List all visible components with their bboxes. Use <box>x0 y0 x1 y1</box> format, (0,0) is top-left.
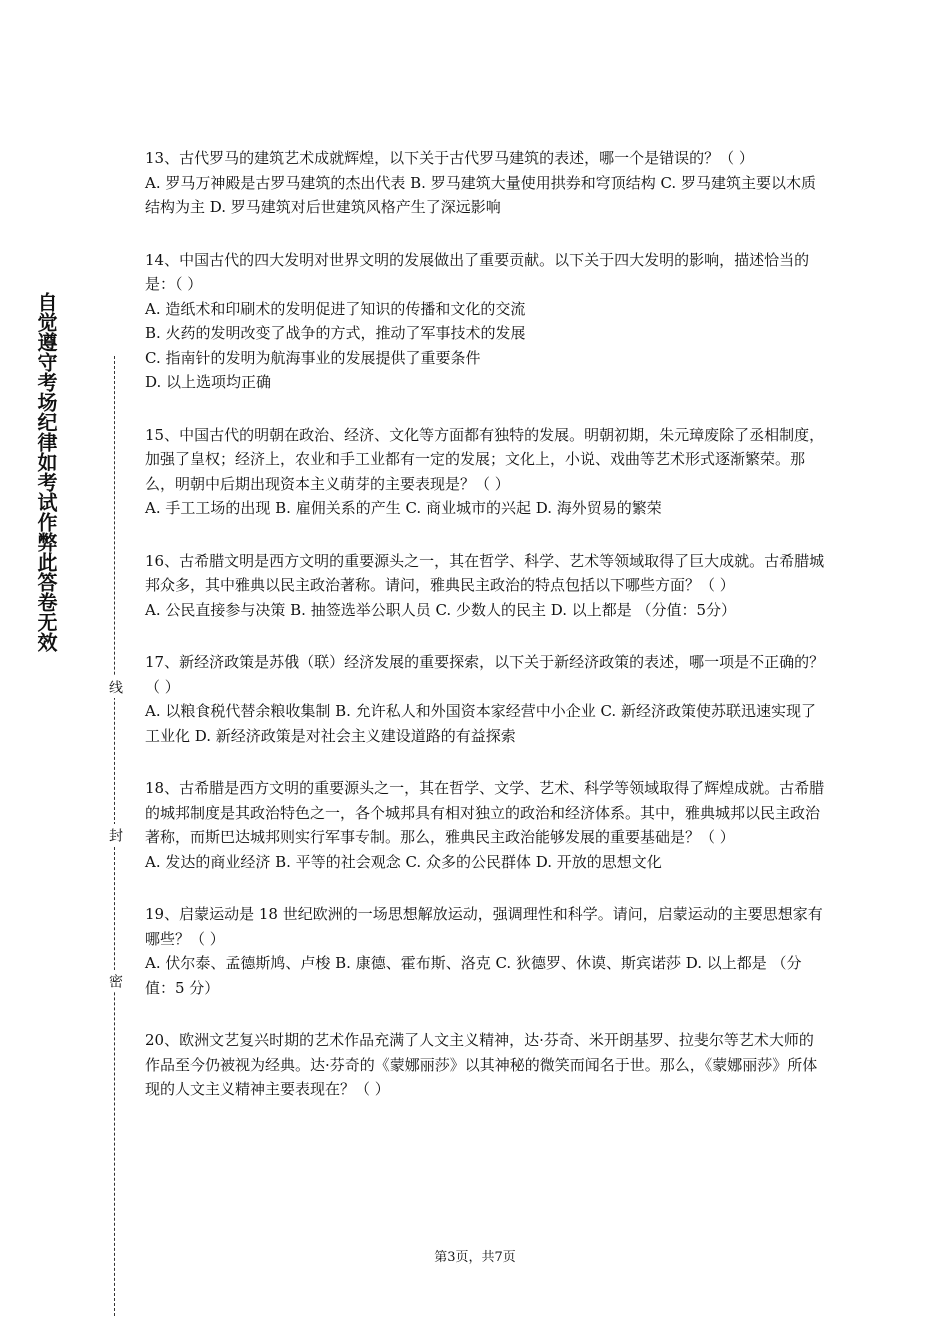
question-stem: 18、古希腊是西方文明的重要源头之一，其在哲学、文学、艺术、科学等领域取得了辉煌成就。古希腊的城邦制度是其政治特色之一，各个城邦具有相对独立的政治和经济体系。其中，雅典城邦以民主政治著称，而斯巴达城邦则实行军事专制。那么，雅典民主政治能够发展的重要基础是？（ ） <box>145 779 825 846</box>
question-14 <box>145 248 825 395</box>
option-b: B. 火药的发明改变了战争的方式，推动了军事技术的发展 <box>145 324 526 342</box>
question-13 <box>145 146 825 220</box>
question-stem: 19、启蒙运动是 18 世纪欧洲的一场思想解放运动，强调理性和科学。请问，启蒙运动的主要思想家有哪些？（ ） <box>145 905 823 948</box>
question-20 <box>145 1028 825 1102</box>
question-stem: 17、新经济政策是苏俄（联）经济发展的重要探索，以下关于新经济政策的表述，哪一项是不正确的？（ ） <box>145 653 825 696</box>
question-options: A. 手工工场的出现 B. 雇佣关系的产生 C. 商业城市的兴起 D. 海外贸易的繁荣 <box>145 499 662 517</box>
binding-mark-line: 线 <box>105 676 125 698</box>
question-options: A. 以粮食税代替余粮收集制 B. 允许私人和外国资本家经营中小企业 C. 新经济政策使苏联迅速实现了工业化 D. 新经济政策是对社会主义建设道路的有益探索 <box>145 702 816 745</box>
question-options: A. 罗马万神殿是古罗马建筑的杰出代表 B. 罗马建筑大量使用拱券和穹顶结构 C. 罗马建筑主要以木质结构为主 D. 罗马建筑对后世建筑风格产生了深远影响 <box>145 173 816 216</box>
question-options: A. 伏尔泰、孟德斯鸠、卢梭 B. 康德、霍布斯、洛克 C. 狄德罗、休谟、斯宾诺莎 D. 以上都是 （分值：5 分） <box>145 954 802 997</box>
question-19 <box>145 902 825 1000</box>
option-a: A. 造纸术和印刷术的发明促进了知识的传播和文化的交流 <box>145 299 526 318</box>
question-stem: 14、中国古代的四大发明对世界文明的发展做出了重要贡献。以下关于四大发明的影响，描述恰当的是：（ ） <box>145 250 810 293</box>
question-stem: 15、中国古代的明朝在政治、经济、文化等方面都有独特的发展。明朝初期，朱元璋废除了丞相制度，加强了皇权；经济上，农业和手工业都有一定的发展；文化上，小说、戏曲等艺术形式逐渐繁荣。那么，明朝中后期出现资本主义萌芽的主要表现是？（ ） <box>145 425 825 493</box>
question-options: A. 公民直接参与决策 B. 抽签选举公职人员 C. 少数人的民主 D. 以上都是 （分值：5分） <box>145 600 737 619</box>
question-18 <box>145 776 825 874</box>
question-stem: 16、古希腊文明是西方文明的重要源头之一，其在哲学、科学、艺术等领域取得了巨大成就。古希腊城邦众多，其中雅典以民主政治著称。请问，雅典民主政治的特点包括以下哪些方面？（ ） <box>145 551 825 594</box>
option-c: C. 指南针的发明为航海事业的发展提供了重要条件 <box>145 348 481 367</box>
page-number: 第3页，共7页 <box>434 1250 516 1265</box>
binding-mark-secret: 密 <box>105 970 125 992</box>
option-d: D. 以上选项均正确 <box>145 373 272 391</box>
question-stem: 13、古代罗马的建筑艺术成就辉煌，以下关于古代罗马建筑的表述，哪一个是错误的？（ ） <box>145 149 754 167</box>
exam-discipline-notice: 自觉遵守考场纪律如考试作弊此答卷无效 <box>34 292 58 652</box>
question-16 <box>145 549 825 623</box>
question-stem: 20、欧洲文艺复兴时期的艺术作品充满了人文主义精神，达·芬奇、米开朗基罗、拉斐尔等艺术大师的作品至今仍被视为经典。达·芬奇的《蒙娜丽莎》以其神秘的微笑而闻名于世。那么，《蒙娜丽莎》所体现的人文主义精神主要表现在？（ ） <box>145 1031 818 1098</box>
question-15 <box>145 423 825 521</box>
question-options: A. 发达的商业经济 B. 平等的社会观念 C. 众多的公民群体 D. 开放的思想文化 <box>145 852 662 871</box>
binding-mark-seal: 封 <box>105 824 125 846</box>
question-list <box>145 146 825 1130</box>
question-17 <box>145 650 825 748</box>
